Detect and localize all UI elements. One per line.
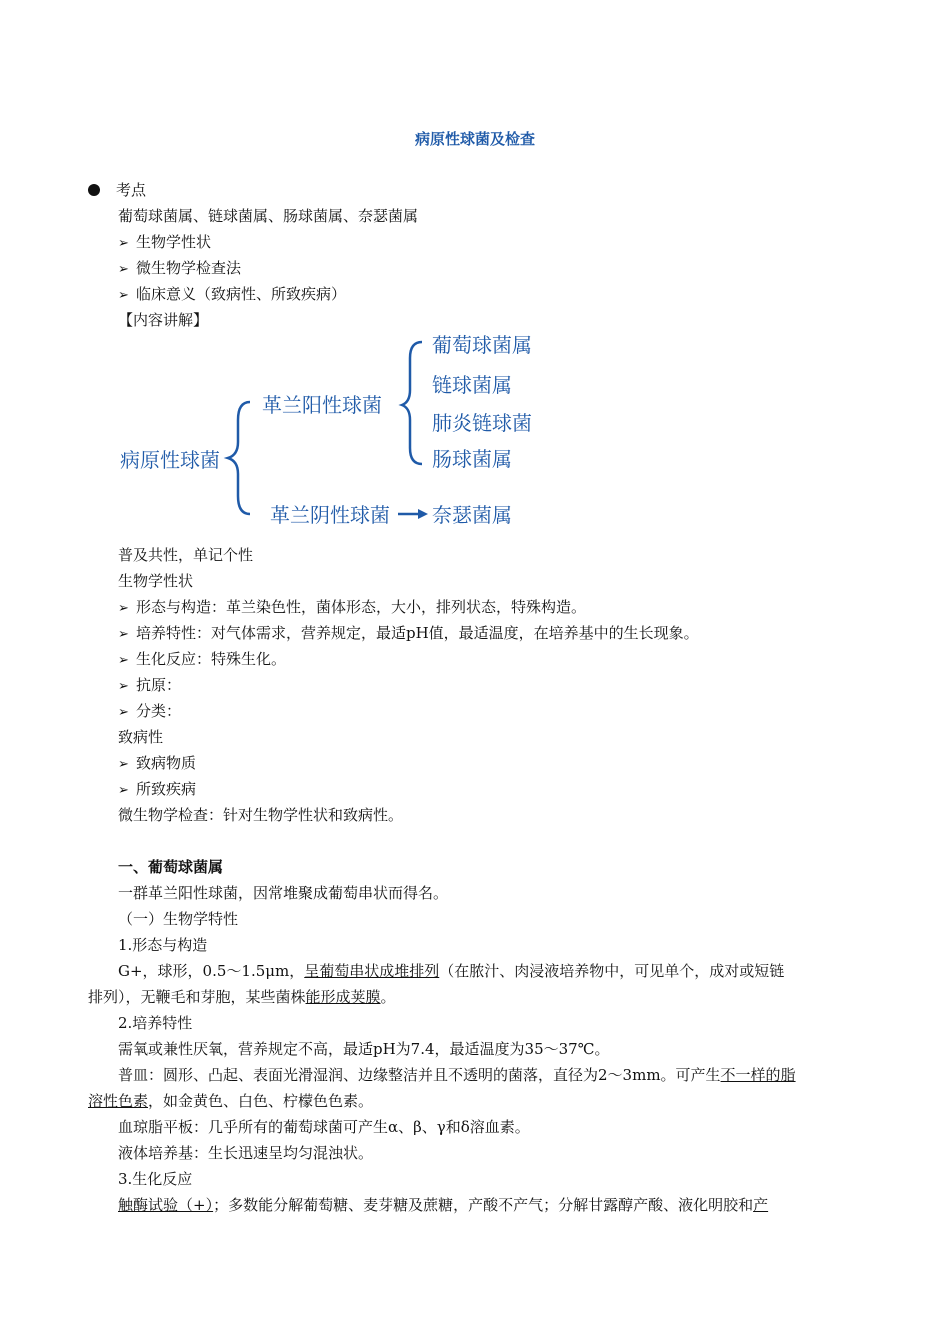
general-line: 普及共性，单记个性 (118, 546, 254, 564)
diagram-root: 病原性球菌 (120, 448, 220, 472)
path-heading: 致病性 (118, 728, 164, 746)
morph-para-cont: 排列），无鞭毛和芽胞，某些菌株能形成荚膜。 (88, 988, 396, 1006)
root-brace (228, 402, 250, 514)
diagram-gram-neg: 革兰阴性球菌 (270, 503, 390, 527)
diagram-gram-pos: 革兰阳性球菌 (262, 393, 382, 417)
bio-item: ➢ 形态与构造：革兰染色性，菌体形态，大小，排列状态，特殊构造。 (118, 597, 586, 619)
culture-heading: 2.培养特性 (118, 1014, 193, 1032)
neirong-label: 【内容讲解】 (118, 311, 209, 329)
kaodian-item: ➢ 临床意义（致病性、所致疾病） (118, 284, 346, 306)
diagram-pos-child: 肺炎链球菌 (432, 411, 532, 435)
arrow-bullet-icon: ➢ (118, 262, 129, 277)
bio-item: ➢ 分类： (118, 701, 181, 723)
arrow-bullet-icon: ➢ (118, 236, 129, 251)
section-intro: 一群革兰阳性球菌，因常堆聚成葡萄串状而得名。 (118, 884, 449, 902)
page-title: 病原性球菌及检查 (414, 130, 535, 148)
arrow-bullet-icon: ➢ (118, 627, 129, 642)
arrow-bullet-icon: ➢ (118, 757, 129, 772)
morph-para: G+，球形，0.5～1.5μm，呈葡萄串状成堆排列（在脓汁、肉浸液培养物中，可见单个，成对或短链 (118, 962, 785, 980)
arrow-bullet-icon: ➢ (118, 679, 129, 694)
diagram-neg-child: 奈瑟菌属 (432, 503, 512, 527)
bio-heading: 生物学性状 (118, 572, 194, 590)
culture-para: 需氧或兼性厌氧，营养规定不高，最适pH为7.4，最适温度为35～37℃。 (118, 1040, 610, 1058)
biochem-para: 触酶试验（+）；多数能分解葡萄糖、麦芽糖及蔗糖，产酸不产气；分解甘露醇产酸、液化明胶和产 (118, 1196, 769, 1214)
culture-para: 普皿：圆形、凸起、表面光滑湿润、边缘整洁并且不透明的菌落，直径为2～3mm。可产生不一样的脂 (118, 1066, 796, 1084)
diagram-pos-child: 链球菌属 (432, 373, 512, 397)
culture-para: 液体培养基：生长迅速呈均匀混浊状。 (118, 1144, 374, 1162)
arrow-bullet-icon: ➢ (118, 601, 129, 616)
arrow-bullet-icon: ➢ (118, 783, 129, 798)
subsection-heading: （一）生物学特性 (118, 910, 239, 928)
culture-para-cont: 溶性色素，如金黄色、白色、柠檬色色素。 (88, 1092, 374, 1110)
bio-item: ➢ 培养特性：对气体需求，营养规定，最适pH值，最适温度，在培养基中的生长现象。 (118, 623, 699, 645)
bullet-icon (88, 184, 100, 196)
kaodian-genera: 葡萄球菌属、链球菌属、肠球菌属、奈瑟菌属 (118, 207, 419, 225)
micro-check: 微生物学检查：针对生物学性状和致病性。 (118, 806, 404, 824)
bio-item: ➢ 生化反应：特殊生化。 (118, 649, 286, 671)
classification-diagram (110, 330, 560, 535)
gram-pos-brace (402, 342, 422, 464)
biochem-heading: 3.生化反应 (118, 1170, 193, 1188)
section-heading: 一、葡萄球菌属 (118, 858, 224, 876)
arrow-head-icon (418, 509, 428, 519)
arrow-bullet-icon: ➢ (118, 653, 129, 668)
path-item: ➢ 致病物质 (118, 753, 196, 775)
culture-para: 血琼脂平板：几乎所有的葡萄球菌可产生α、β、γ和δ溶血素。 (118, 1118, 530, 1136)
kaodian-heading: 考点 (88, 180, 146, 200)
arrow-bullet-icon: ➢ (118, 288, 129, 303)
path-item: ➢ 所致疾病 (118, 779, 196, 801)
kaodian-item: ➢ 生物学性状 (118, 232, 211, 254)
morph-heading: 1.形态与构造 (118, 936, 208, 954)
arrow-bullet-icon: ➢ (118, 705, 129, 720)
bio-item: ➢ 抗原： (118, 675, 181, 697)
kaodian-item: ➢ 微生物学检查法 (118, 258, 241, 280)
diagram-pos-child: 葡萄球菌属 (432, 333, 532, 357)
diagram-pos-child: 肠球菌属 (432, 447, 512, 471)
